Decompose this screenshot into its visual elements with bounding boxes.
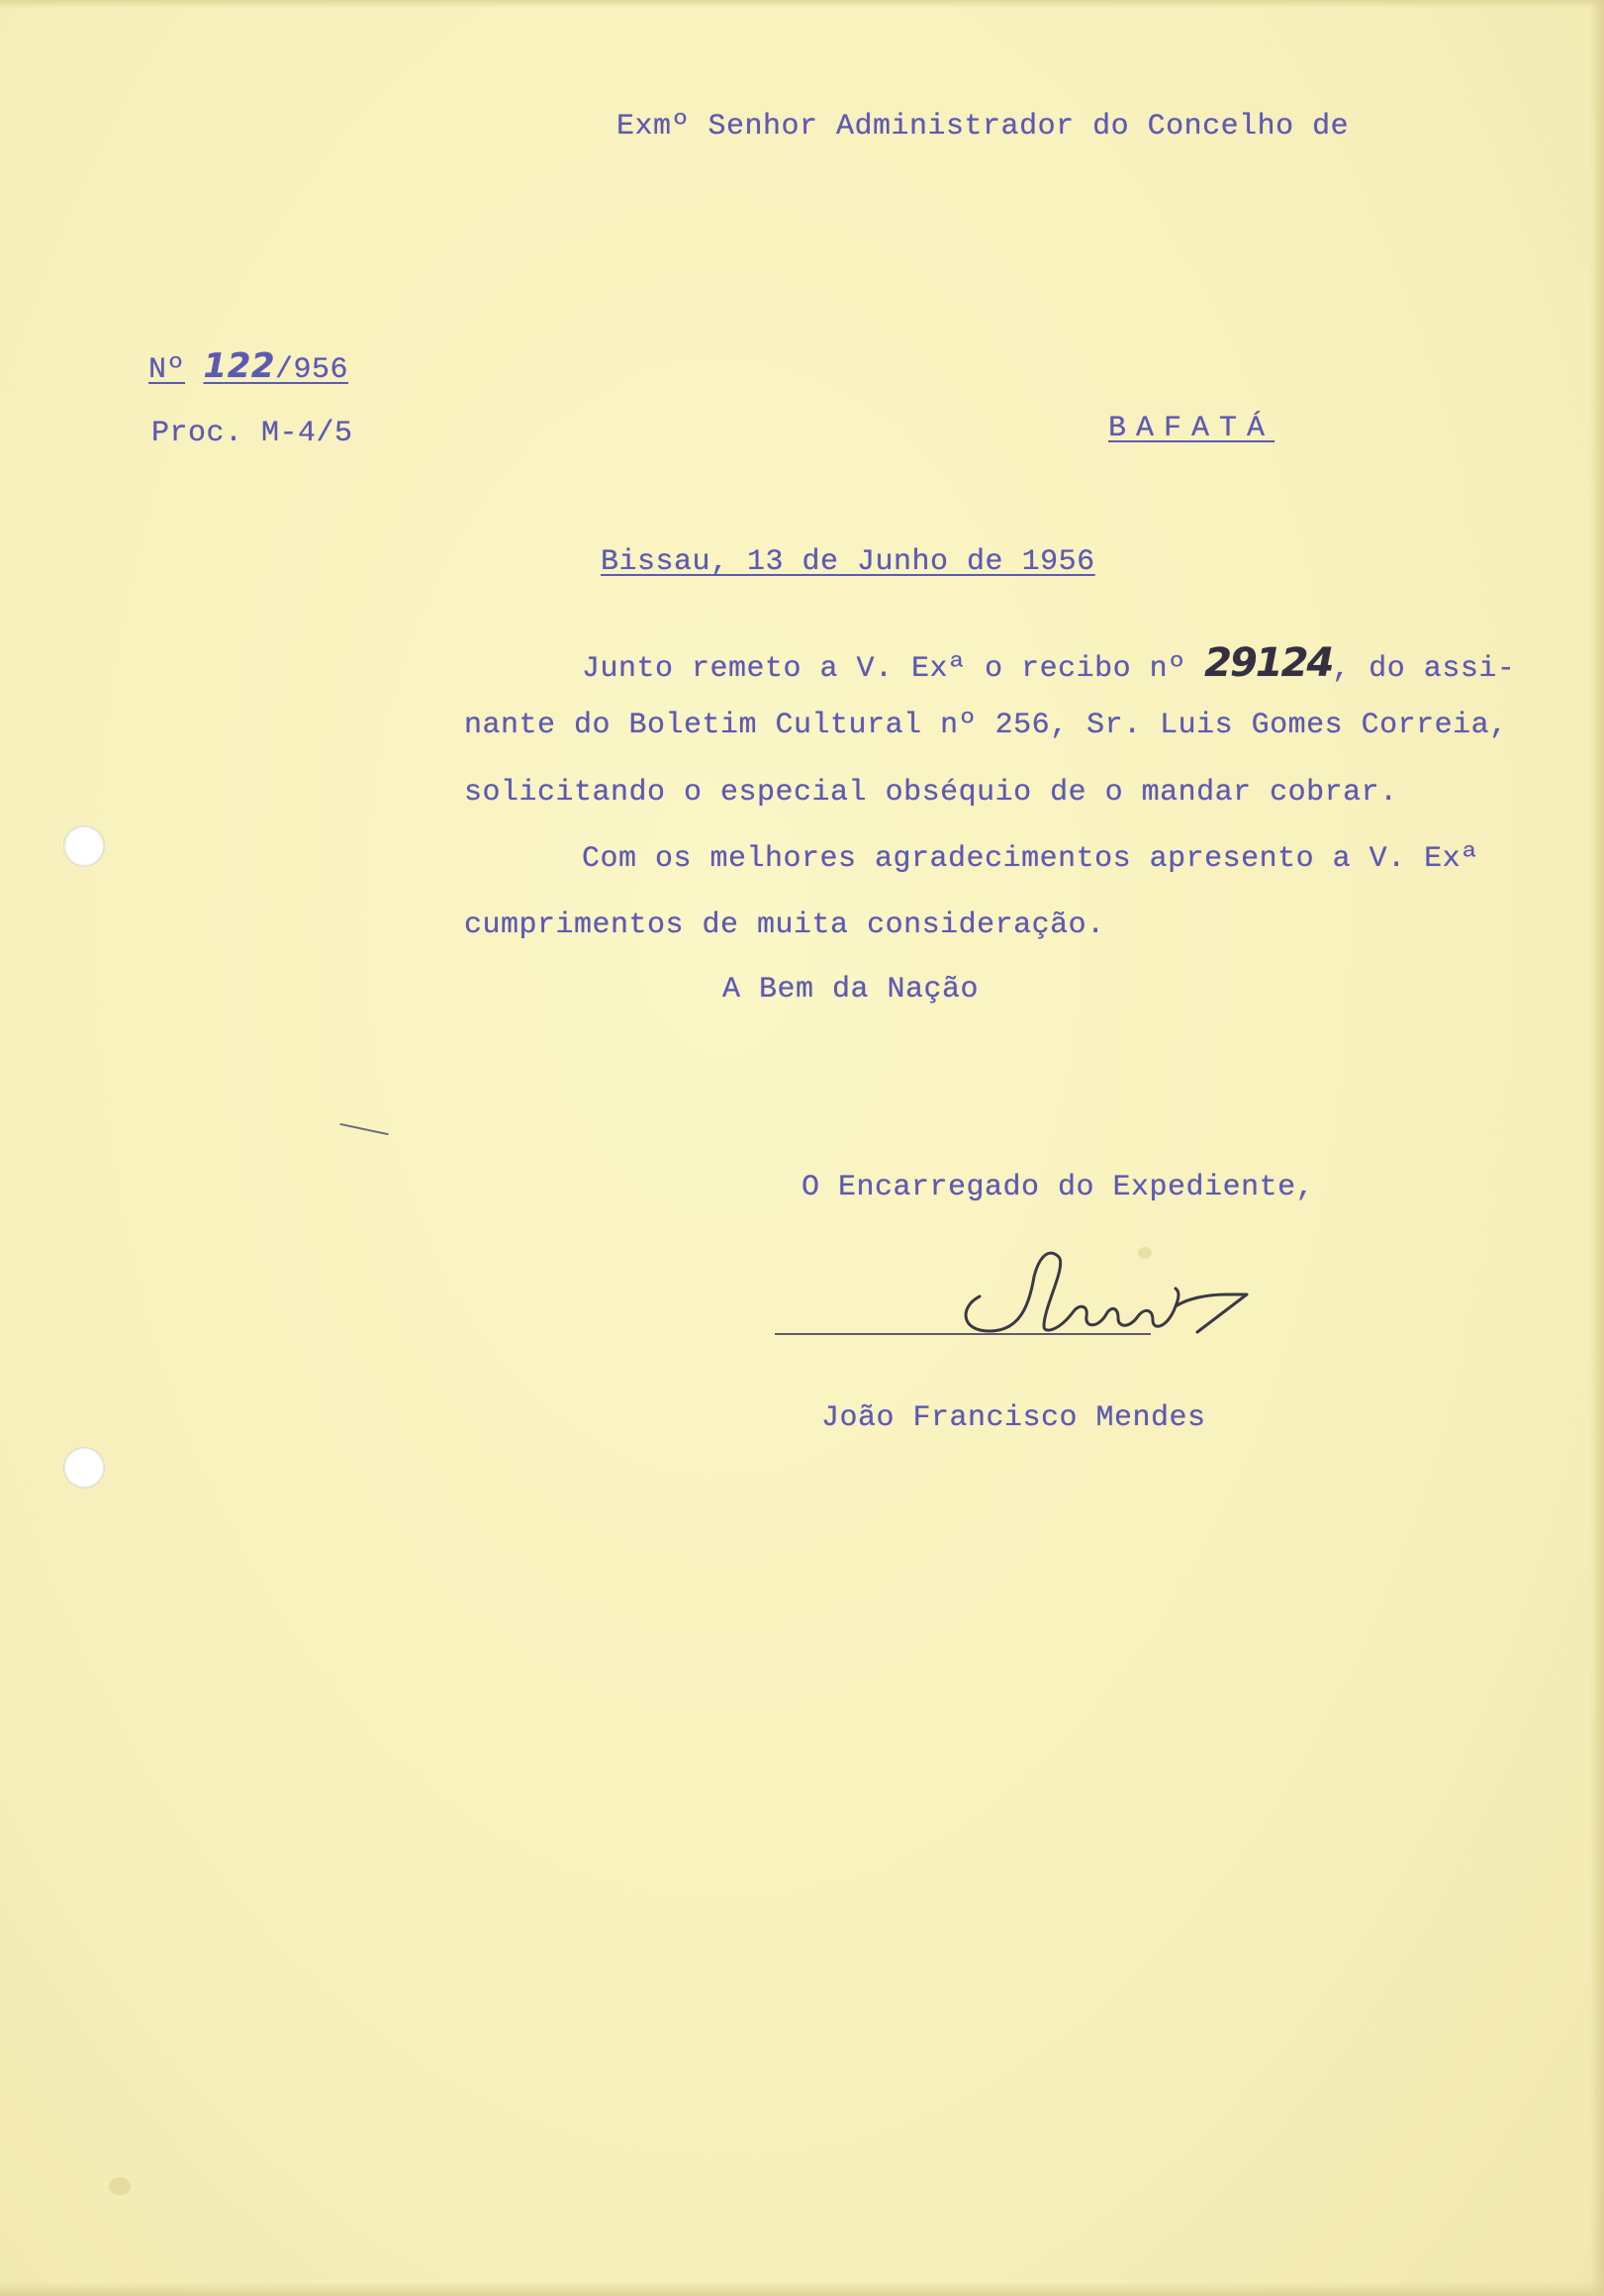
body-line-2: nante do Boletim Cultural nº 256, Sr. Luis Gomes Correia, — [464, 709, 1508, 742]
paper-edge-top — [0, 0, 1604, 8]
reference-number-suffix: /956 — [275, 353, 349, 387]
paper-stain — [109, 2177, 131, 2195]
addressee-line: Exmº Senhor Administrador do Concelho de — [616, 110, 1350, 144]
process-reference: Proc. M-4/5 — [151, 417, 353, 450]
paper-edge-right — [1590, 0, 1604, 2296]
receipt-number-handwritten: 29124 — [1204, 640, 1333, 686]
body-line-5: cumprimentos de muita consideração. — [464, 909, 1105, 942]
signature-icon — [950, 1237, 1276, 1346]
signatory-name: João Francisco Mendes — [821, 1401, 1206, 1435]
body-line-1 — [582, 640, 1516, 686]
paper-edge-bottom — [0, 2282, 1604, 2296]
destination-city: BAFATÁ — [1108, 412, 1275, 445]
place-date: Bissau, 13 de Junho de 1956 — [601, 545, 1095, 579]
body-line-3: solicitando o especial obséquio de o mandar cobrar. — [464, 776, 1398, 810]
stray-pen-mark — [339, 1123, 388, 1135]
punch-hole-icon — [63, 1447, 105, 1488]
body-line-1-end: , do assi- — [1332, 652, 1516, 686]
closing-salutation: A Bem da Nação — [722, 973, 980, 1006]
reference-number-handwritten: 122 — [203, 346, 276, 386]
signatory-title: O Encarregado do Expediente, — [802, 1171, 1315, 1204]
reference-number-prefix: Nº — [148, 353, 186, 387]
body-line-4: Com os melhores agradecimentos apresento a V. Exª — [582, 842, 1479, 876]
punch-hole-icon — [63, 825, 105, 867]
reference-number — [148, 346, 349, 387]
body-line-1-start: Junto remeto a V. Exª o recibo nº — [582, 652, 1186, 686]
